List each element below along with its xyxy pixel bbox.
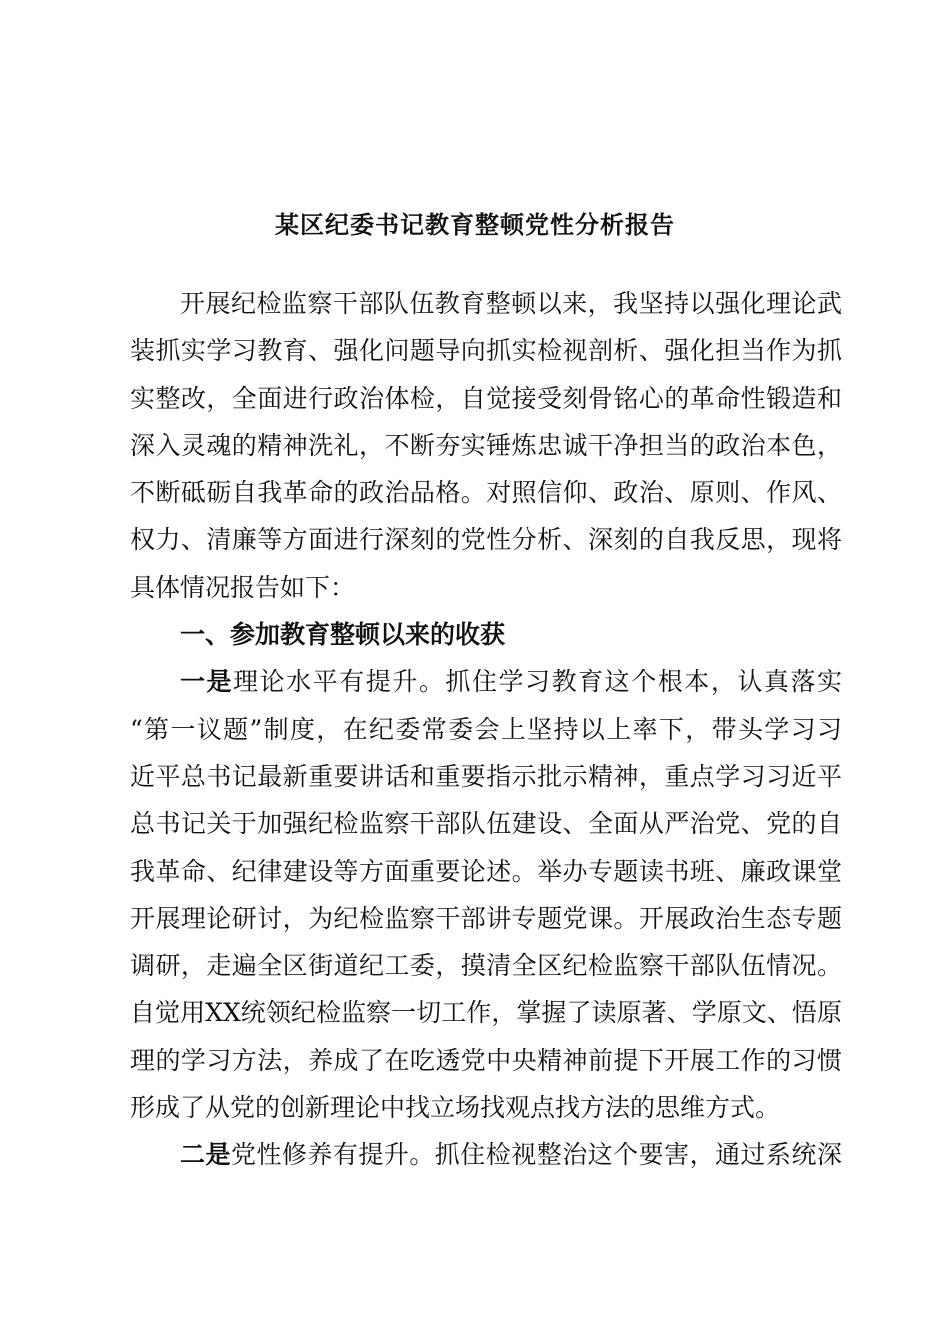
document-body [130,280,842,1179]
paragraph-line [130,1131,842,1178]
paragraph-line: 理的学习方法，养成了在吃透党中央精神前提下开展工作的习惯 [130,1045,842,1075]
paragraph-line-text: 理论水平有提升。抓住学习教育这个根本，认真落实 [233,667,842,697]
document-title: 某区纪委书记教育整顿党性分析报告 [275,210,675,239]
paragraph-line: 形成了从党的创新理论中找立场找观点找方法的思维方式。 [130,1093,781,1123]
paragraph-line: 装抓实学习教育、强化问题导向抓实检视剖析、强化担当作为抓 [130,336,842,366]
paragraph-line: 深入灵魂的精神洗礼，不断夯实锤炼忠诚干净担当的政治本色， [130,430,842,460]
paragraph-line: 近平总书记最新重要讲话和重要指示批示精神，重点学习习近平 [130,761,842,791]
paragraph-line: 实整改，全面进行政治体检，自觉接受刻骨铭心的革命性锻造和 [130,383,842,413]
paragraph-line [130,658,842,705]
paragraph-line: 具体情况报告如下： [130,572,356,602]
paragraph-line: 开展纪检监察干部队伍教育整顿以来，我坚持以强化理论武 [180,289,842,318]
paragraph-lead: 二是 [180,1140,231,1170]
section-heading: 一、参加教育整顿以来的收获 [180,620,506,650]
paragraph-line: 自觉用XX统领纪检监察一切工作，掌握了读原著、学原文、悟原 [130,998,842,1028]
paragraph-line: 开展理论研讨，为纪检监察干部讲专题党课。开展政治生态专题 [130,903,842,933]
paragraph-line: “第一议题”制度，在纪委常委会上坚持以上率下，带头学习习 [130,714,842,744]
paragraph-line: 我革命、纪律建设等方面重要论述。举办专题读书班、廉政课堂 [130,856,842,886]
paragraph-line: 调研，走遍全区街道纪工委，摸清全区纪检监察干部队伍情况。 [130,951,842,981]
paragraph-line: 不断砥砺自我革命的政治品格。对照信仰、政治、原则、作风、 [130,478,842,508]
paragraph-line: 总书记关于加强纪检监察干部队伍建设、全面从严治党、党的自 [130,809,842,839]
paragraph-line-text: 党性修养有提升。抓住检视整治这个要害，通过系统深 [230,1140,842,1170]
paragraph-lead: 一是 [180,667,234,697]
paragraph-line: 权力、清廉等方面进行深刻的党性分析、深刻的自我反思，现将 [130,525,842,555]
